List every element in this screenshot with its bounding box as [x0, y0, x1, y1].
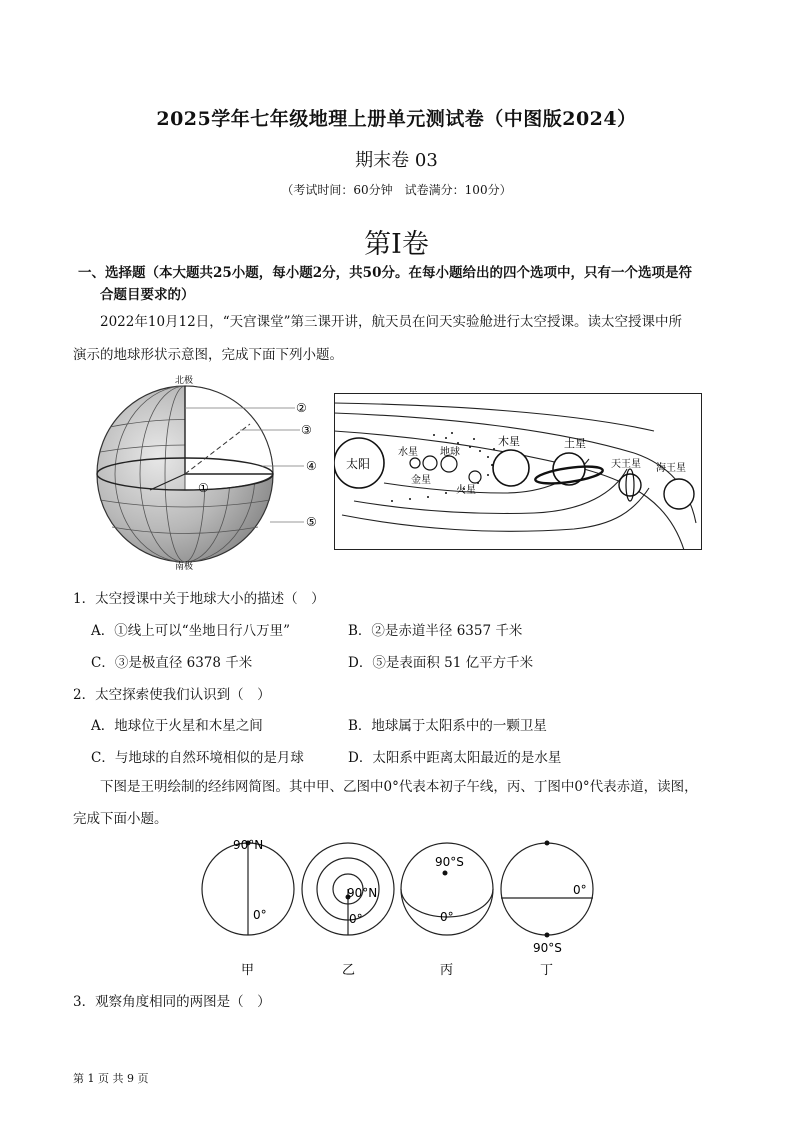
q2-option-a[interactable]: A．地球位于火星和木星之间 [91, 718, 263, 734]
ding-bottom-label: 90°S [533, 941, 562, 955]
passage-2-line2: 完成下面小题。 [73, 811, 168, 827]
mercury-label: 水星 [398, 447, 418, 458]
ding-zero-label: 0° [573, 883, 587, 897]
section-heading-line2: 合题目要求的） [100, 287, 195, 303]
sun-label: 太阳 [346, 457, 371, 471]
solar-system-figure [334, 393, 702, 550]
marker-2: ② [296, 401, 307, 415]
marker-5: ⑤ [306, 515, 317, 529]
q2-option-d[interactable]: D．太阳系中距离太阳最近的是水星 [348, 750, 562, 766]
yi-caption: 乙 [342, 963, 356, 978]
ding-caption: 丁 [540, 963, 554, 978]
exam-meta: （考试时间：60分钟 试卷满分：100分） [281, 183, 512, 197]
question-1-stem: 1．太空授课中关于地球大小的描述（ ） [73, 591, 325, 607]
marker-4: ④ [306, 459, 317, 473]
yi-zero-label: 0° [349, 912, 363, 926]
q1-option-a[interactable]: A．①线上可以“坐地日行八万里” [91, 623, 291, 639]
neptune [664, 479, 694, 509]
page-title: 2025学年七年级地理上册单元测试卷（中图版2024） [156, 108, 637, 130]
jia-zero-label: 0° [253, 908, 267, 922]
q2-option-b[interactable]: B．地球属于太阳系中的一颗卫星 [348, 718, 547, 734]
q1-option-b[interactable]: B．②是赤道半径 6357 千米 [348, 623, 523, 639]
uranus-label: 天王星 [611, 459, 641, 470]
globe-figure [90, 372, 335, 572]
q2-option-c[interactable]: C．与地球的自然环境相似的是月球 [91, 750, 304, 766]
venus [423, 456, 437, 470]
saturn-label: 土星 [564, 437, 586, 450]
section-heading-line1: 一、选择题（本大题共25小题，每小题2分，共50分。在每小题给出的四个选项中，只有一个选项是符 [78, 265, 692, 281]
marker-1: ① [198, 481, 209, 495]
passage-1-line2: 演示的地球形状示意图，完成下面下列小题。 [73, 347, 343, 363]
neptune-label: 海王星 [656, 463, 686, 474]
question-2-stem: 2．太空探索使我们认识到（ ） [73, 687, 271, 703]
yi-center-label: 90°N [347, 886, 378, 900]
earth-label: 地球 [440, 447, 460, 458]
bing-caption: 丙 [440, 963, 454, 978]
mars [469, 471, 481, 483]
section-heading [78, 262, 738, 306]
passage-2-line1: 下图是王明绘制的经纬网简图。其中甲、乙图中0°代表本初子午线，丙、丁图中0°代表赤道，读图， [100, 779, 698, 795]
graticule-figure [195, 834, 605, 982]
jupiter-label: 木星 [498, 435, 520, 448]
jia-caption: 甲 [241, 963, 255, 978]
part-heading: 第I卷 [364, 229, 429, 260]
question-3-stem: 3．观察角度相同的两图是（ ） [73, 994, 271, 1010]
passage-1-line1: 2022年10月12日，“天宫课堂”第三课开讲，航天员在问天实验舱进行太空授课。读太空授课中所 [100, 314, 683, 330]
venus-label: 金星 [411, 475, 431, 486]
mars-label: 火星 [456, 485, 476, 496]
q1-option-d[interactable]: D．⑤是表面积 51 亿平方千米 [348, 655, 534, 671]
jupiter [493, 450, 529, 486]
mercury [410, 458, 420, 468]
q1-option-c[interactable]: C．③是极直径 6378 千米 [91, 655, 253, 671]
uranus [619, 474, 641, 496]
north-pole-label: 北极 [175, 376, 194, 386]
earth [441, 456, 457, 472]
page-subtitle: 期末卷 03 [355, 150, 438, 171]
jia-top-label: 90°N [233, 838, 264, 852]
bing-zero-label: 0° [440, 910, 454, 924]
bing-top-label: 90°S [435, 855, 464, 869]
south-pole-label: 南极 [175, 562, 194, 572]
page-footer: 第 1 页 共 9 页 [73, 1072, 149, 1085]
marker-3: ③ [301, 423, 312, 437]
